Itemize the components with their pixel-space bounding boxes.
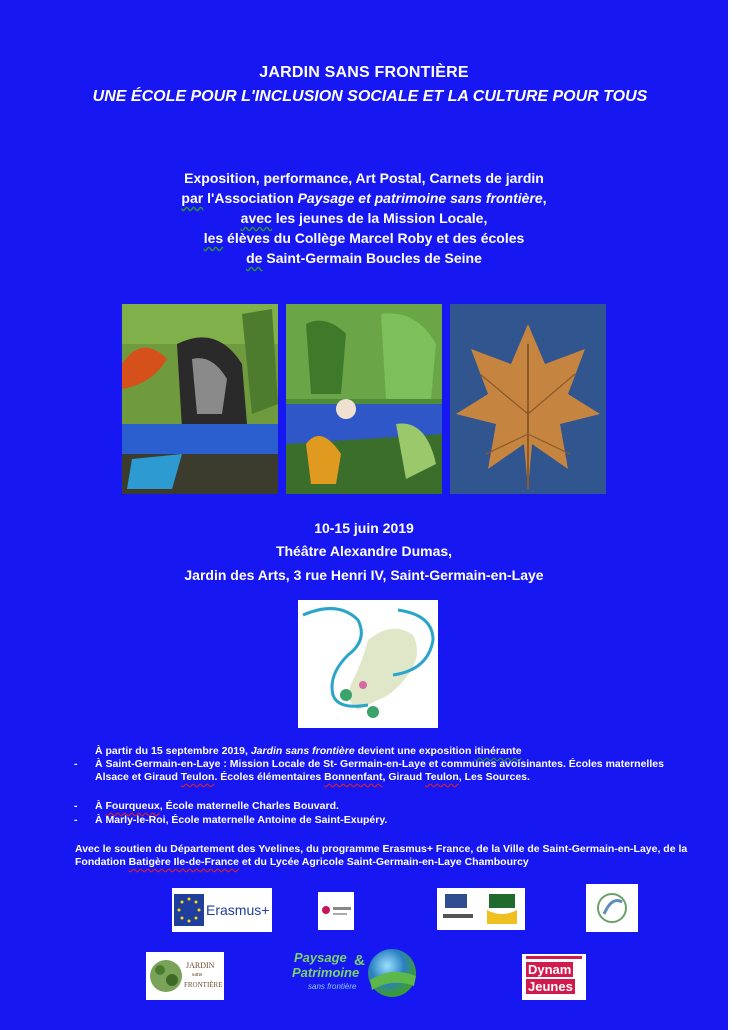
artwork-image-1 <box>122 304 278 494</box>
intro-word-par: par <box>181 190 204 206</box>
paysage-logo-text-a: Paysage <box>294 950 347 965</box>
dynam-jeunes-logo <box>522 954 586 1000</box>
intro-line-4 <box>0 230 728 246</box>
partner-logo-2 <box>318 892 354 930</box>
intro-line-1: Exposition, performance, Art Postal, Carnets de jardin <box>184 170 544 186</box>
itinerary-misspell: Bonnenfant <box>324 771 383 783</box>
intro-text: l'Association <box>203 190 298 206</box>
bullet-dash: - <box>74 814 78 826</box>
bullet-dash: - <box>74 800 78 812</box>
itinerary-text: , École maternelle Charles Bouvard. <box>159 800 339 812</box>
itinerary-text: À Marly-le-Roi, École maternelle Antoine de Saint-Exupéry. <box>95 814 388 826</box>
itinerary-text: , Giraud <box>382 771 426 783</box>
intro-line-3 <box>0 210 728 226</box>
jardin-logo-text-c: FRONTIÈRE <box>184 981 223 989</box>
intro-text: élèves du Collège Marcel Roby et des écoles <box>223 230 525 246</box>
bullet-dash: - <box>74 758 78 770</box>
event-venue: Théâtre Alexandre Dumas, <box>275 543 453 559</box>
itinerary-misspell: Teulon <box>180 771 215 783</box>
intro-word-de: de <box>246 250 263 266</box>
itinerary-word-itinerante: itinérante <box>474 745 522 757</box>
jardin-logo-text-a: JARDIN <box>186 961 215 970</box>
paysage-logo-amp: & <box>354 952 365 969</box>
itinerary-item-fourqueux <box>74 800 695 813</box>
intro-word-avec: avec <box>240 210 272 226</box>
exhibition-name: Jardin sans frontière <box>250 745 355 757</box>
event-dates: 10-15 juin 2019 <box>314 520 414 536</box>
itinerary-item-marly <box>74 814 695 827</box>
intro-text: les jeunes de la Mission Locale, <box>271 210 488 226</box>
support-paragraph <box>75 843 690 869</box>
intro-punct: , <box>542 190 547 206</box>
intro-text: Saint-Germain Boucles de Seine <box>262 250 482 266</box>
itinerary-text: À Saint-Germain-en-Laye : Mission Locale de St- Germain-en-Laye et communes avoisinantes. Écoles maternelles Alsace et Giraud <box>95 758 664 783</box>
paysage-logo-text-b: Patrimoine <box>292 965 360 980</box>
artwork-image-3 <box>450 304 606 494</box>
poster-subtitle: UNE ÉCOLE POUR L'INCLUSION SOCIALE ET LA CULTURE POUR TOUS <box>92 88 648 105</box>
poster-title: JARDIN SANS FRONTIÈRE <box>259 64 469 81</box>
jardin-logo-text-b: sans <box>192 972 203 978</box>
support-misspell: Batigère Ile-de-France <box>128 856 239 868</box>
itinerary-misspell: Fourqueux <box>105 800 160 812</box>
itinerary-intro <box>95 745 695 758</box>
itinerary-text: À partir du 15 septembre 2019, <box>95 745 251 757</box>
intro-word-les: les <box>203 230 224 246</box>
event-address: Jardin des Arts, 3 rue Henri IV, Saint-Germain-en-Laye <box>184 567 544 583</box>
paysage-patrimoine-logo <box>288 946 420 1002</box>
partner-logo-3 <box>437 888 525 930</box>
artwork-image-2 <box>286 304 442 494</box>
dynam-logo-top-bar <box>526 956 582 959</box>
itinerary-text: , Les Sources. <box>458 771 530 783</box>
dynam-logo-text-b: Jeunes <box>528 979 573 994</box>
paysage-logo-text-c: sans frontière <box>308 982 357 991</box>
erasmus-logo-text: Erasmus+ <box>206 902 270 918</box>
itinerary-misspell: Teulon <box>425 771 459 783</box>
support-text: et du Lycée Agricole Saint-Germain-en-Laye Chambourcy <box>238 856 529 868</box>
itinerary-item-saint-germain <box>74 758 675 784</box>
erasmus-logo <box>172 888 272 932</box>
map-image <box>298 600 438 728</box>
partner-logo-4 <box>586 884 638 932</box>
itinerary-text: devient une exposition <box>354 745 475 757</box>
association-name: Paysage et patrimoine sans frontière <box>297 190 543 206</box>
jardin-sans-frontiere-logo <box>146 952 224 1000</box>
itinerary-text: . Écoles élémentaires <box>214 771 325 783</box>
dynam-logo-text-a: Dynam <box>528 962 572 977</box>
support-text: Avec le soutien du Département des Yvelines, du programme Erasmus+ France, de la Ville de Saint-Germain-en-Laye, de la Fondation <box>75 843 688 868</box>
intro-line-5 <box>0 250 728 266</box>
intro-line-2 <box>0 190 728 206</box>
itinerary-text: À <box>95 800 106 812</box>
